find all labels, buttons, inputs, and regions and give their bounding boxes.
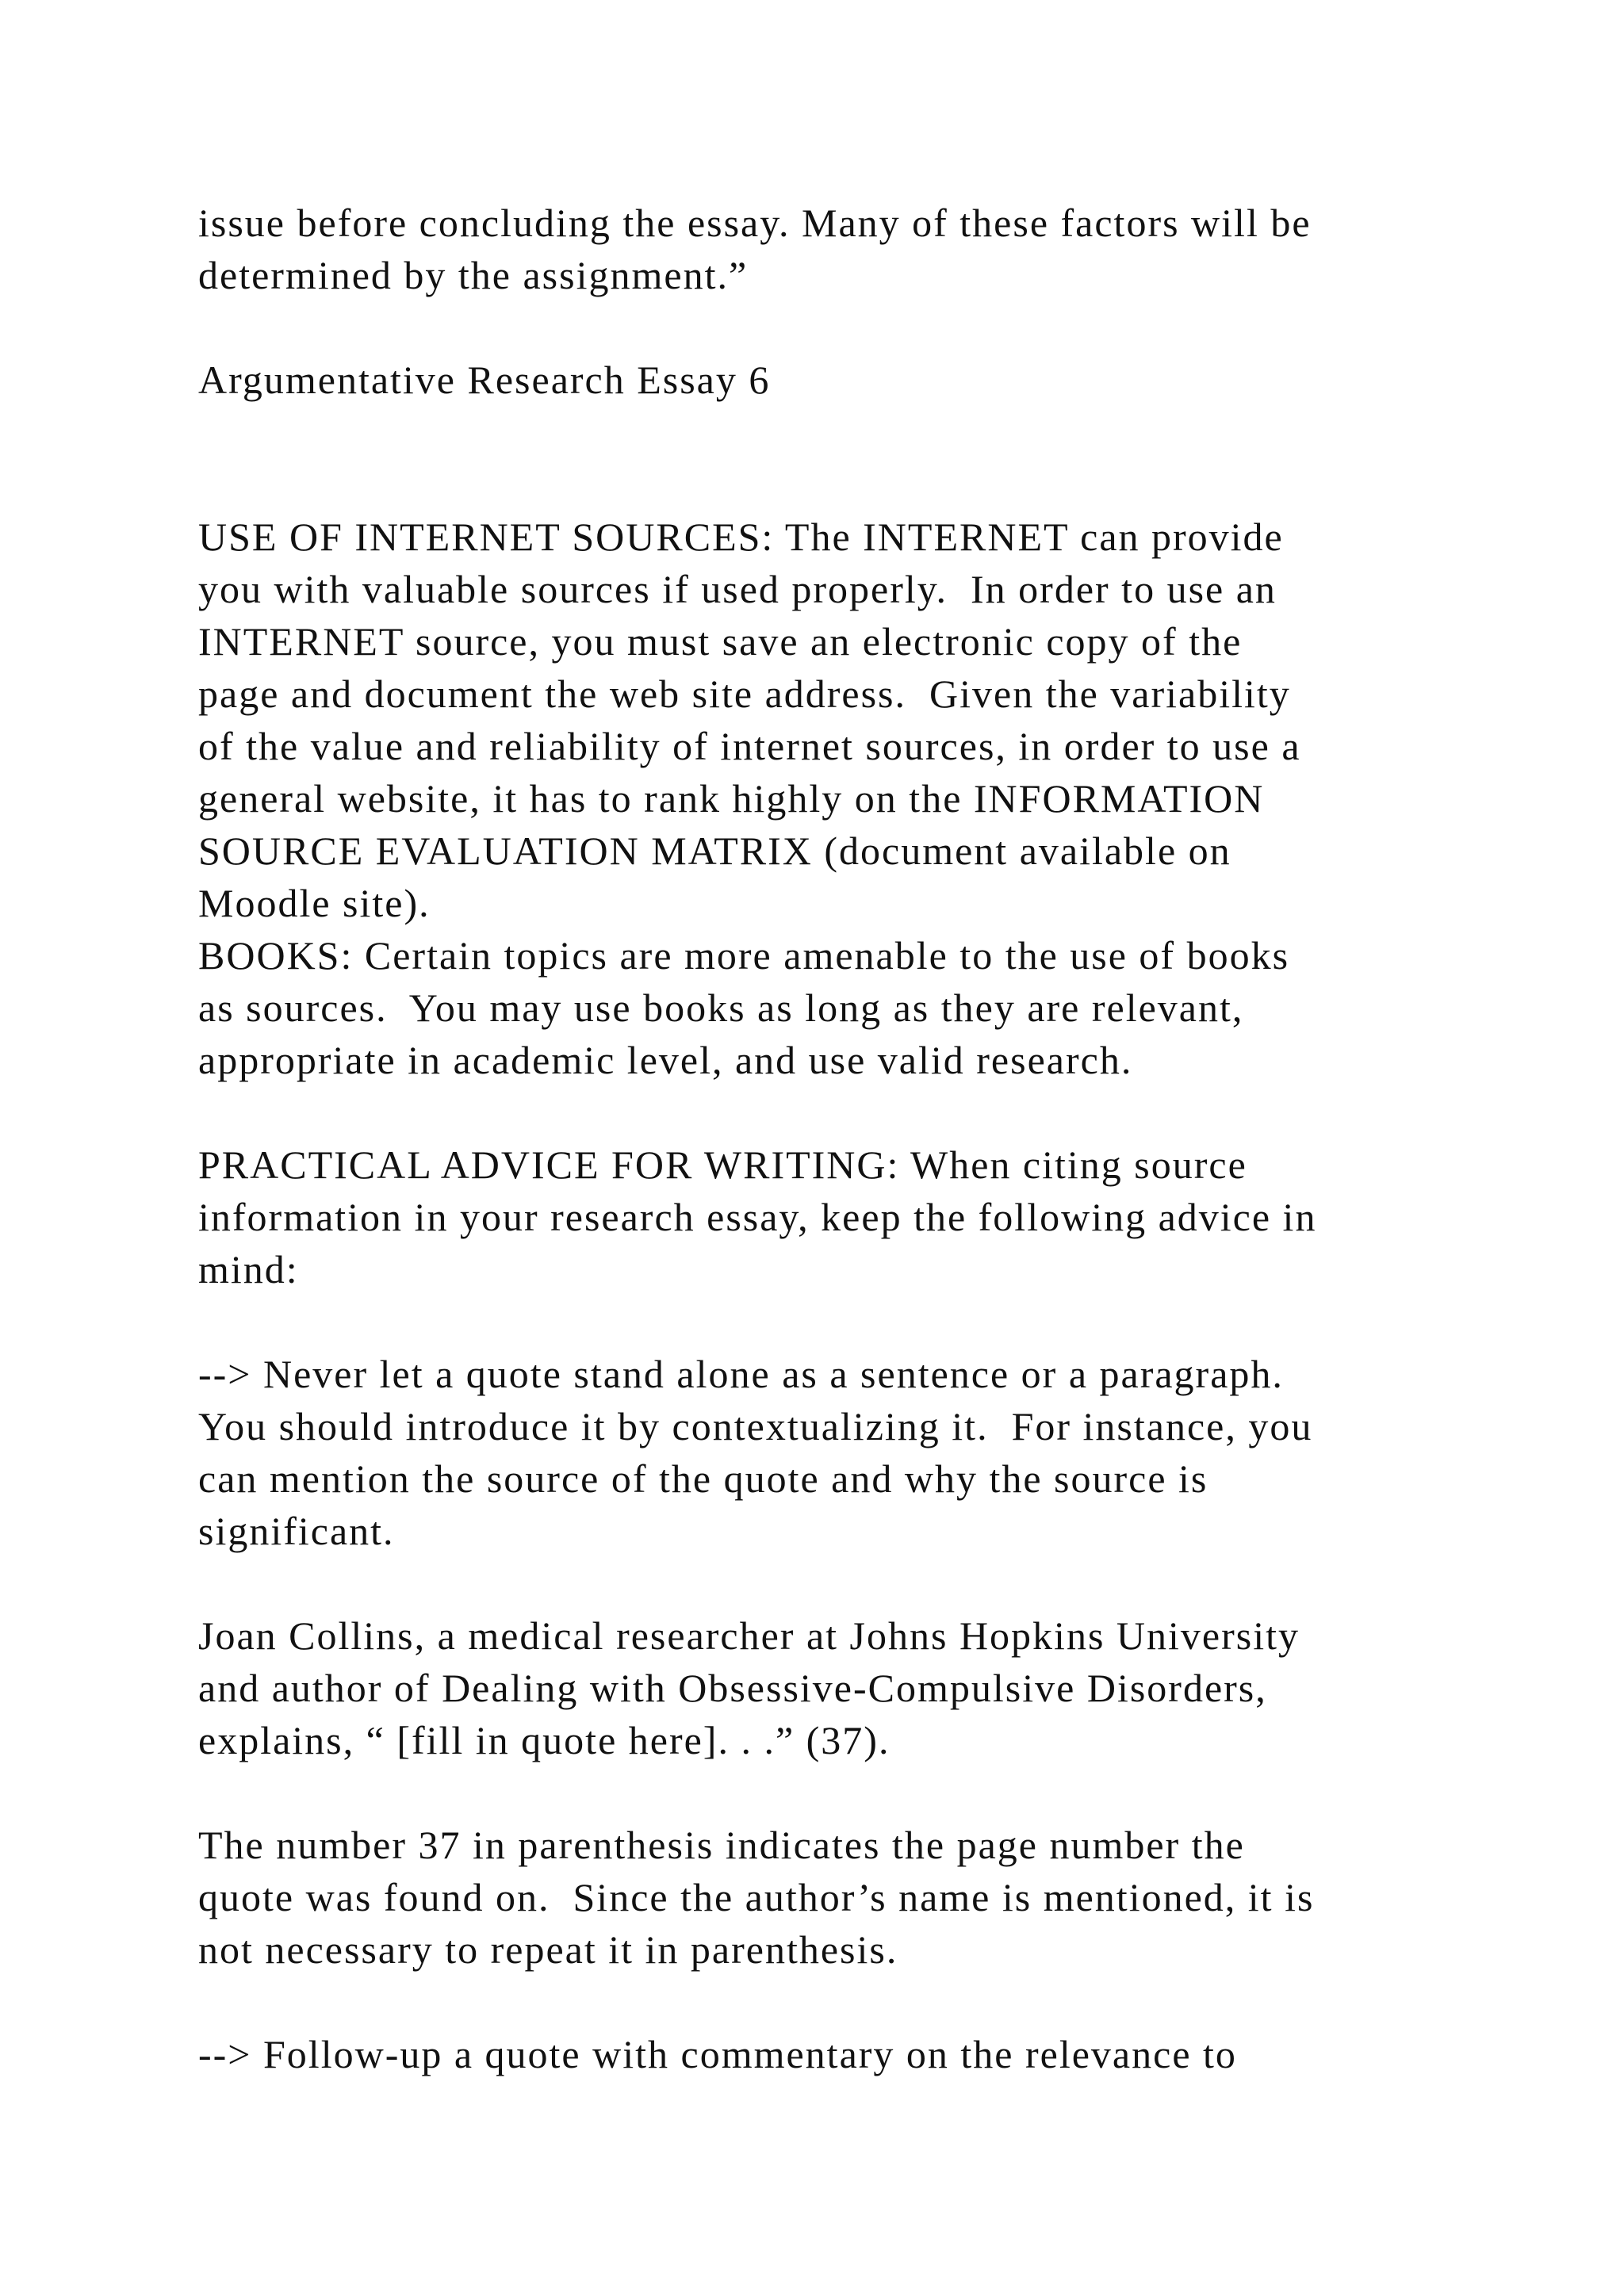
text-line: information in your research essay, keep the following advice in xyxy=(198,1195,1317,1239)
text-line: not necessary to repeat it in parenthesis. xyxy=(198,1927,898,1972)
text-line: issue before concluding the essay. Many of these factors will be xyxy=(198,201,1312,245)
blank-line xyxy=(198,1295,1507,1348)
text-line: PRACTICAL ADVICE FOR WRITING: When citing source xyxy=(198,1142,1247,1187)
document-body xyxy=(198,197,1507,2080)
text-line: --> Follow-up a quote with commentary on the relevance to xyxy=(198,2032,1237,2076)
blank-line xyxy=(198,458,1507,511)
text-line: you with valuable sources if used properly. In order to use an xyxy=(198,567,1277,611)
text-line: page and document the web site address. Given the variability xyxy=(198,672,1291,716)
blank-line xyxy=(198,406,1507,458)
text-line: Moodle site). xyxy=(198,881,431,925)
blank-line xyxy=(198,1766,1507,1819)
text-line: explains, “ [fill in quote here]. . .” (37). xyxy=(198,1718,891,1762)
text-line: USE OF INTERNET SOURCES: The INTERNET can provide xyxy=(198,515,1284,559)
text-line: You should introduce it by contextualizing it. For instance, you xyxy=(198,1404,1313,1448)
text-line: Joan Collins, a medical researcher at Johns Hopkins University xyxy=(198,1613,1300,1658)
text-line: appropriate in academic level, and use valid research. xyxy=(198,1038,1133,1082)
text-line: of the value and reliability of internet sources, in order to use a xyxy=(198,724,1301,768)
text-line: as sources. You may use books as long as they are relevant, xyxy=(198,985,1244,1030)
blank-line xyxy=(198,301,1507,354)
blank-line xyxy=(198,1086,1507,1138)
text-line: --> Never let a quote stand alone as a sentence or a paragraph. xyxy=(198,1352,1284,1396)
text-line: general website, it has to rank highly on the INFORMATION xyxy=(198,776,1265,821)
text-line: INTERNET source, you must save an electronic copy of the xyxy=(198,619,1243,664)
text-line: significant. xyxy=(198,1509,395,1553)
text-line: The number 37 in parenthesis indicates the page number the xyxy=(198,1823,1245,1867)
page-header: Argumentative Research Essay 6 xyxy=(198,358,771,402)
blank-line xyxy=(198,1976,1507,2028)
blank-line xyxy=(198,1557,1507,1609)
text-line: can mention the source of the quote and why the source is xyxy=(198,1456,1208,1501)
text-line: quote was found on. Since the author’s name is mentioned, it is xyxy=(198,1875,1315,1919)
text-line: SOURCE EVALUATION MATRIX (document available on xyxy=(198,828,1231,873)
text-line: determined by the assignment.” xyxy=(198,253,749,297)
text-line: mind: xyxy=(198,1247,299,1292)
text-line: and author of Dealing with Obsessive-Compulsive Disorders, xyxy=(198,1666,1267,1710)
text-line: BOOKS: Certain topics are more amenable to the use of books xyxy=(198,933,1290,978)
